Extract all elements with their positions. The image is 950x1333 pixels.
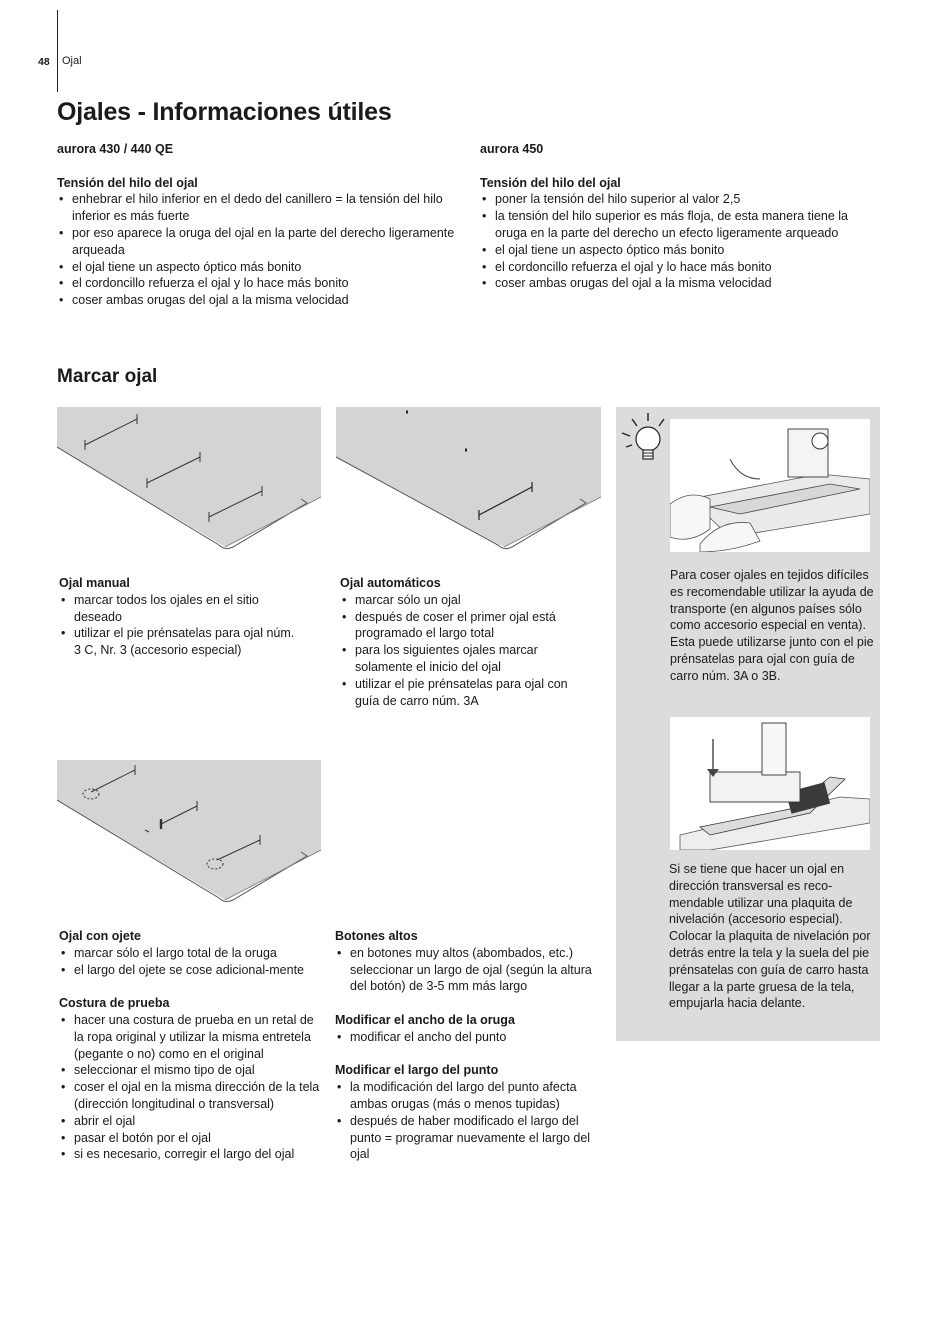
auto-heading: Ojal automáticos [340,576,441,590]
ojete-heading: Ojal con ojete [59,929,141,943]
photo-leveling-plate [670,717,870,850]
tension-heading: Tensión del hilo del ojal [480,175,621,190]
list-item: • abrir el ojal [59,1113,321,1130]
largo-list [335,1079,597,1163]
eyelet-and-test-text [59,928,321,1163]
manual-heading: Ojal manual [59,576,130,590]
list-item: • modificar el ancho del punto [335,1029,597,1046]
list-item: • el ojal tiene un aspecto óptico más bonito [57,259,457,276]
list-item: • la tensión del hilo superior es más floja, de esta manera tiene la oruga en la parte del derecho un efecto ligeramente arqueado [480,208,880,242]
figure-manual-buttonhole [57,407,321,554]
list-item: • la modificación del largo del punto afecta ambas orugas (más o menos tupidas) [335,1079,597,1113]
botones-heading: Botones altos [335,929,418,943]
list-item: • coser ambas orugas del ojal a la misma velocidad [57,292,457,309]
list-item: • utilizar el pie prénsatelas para ojal con guía de carro núm. 3A [340,676,592,710]
column-aurora-450 [480,141,880,292]
list-item: • enhebrar el hilo inferior en el dedo del canillero = la tensión del hilo inferior es más fuerte [57,191,457,225]
list-item: • utilizar el pie prénsatelas para ojal núm. 3 C, Nr. 3 (accesorio especial) [59,625,299,659]
tip-box [616,407,880,1041]
page-number: 48 [38,56,50,68]
header-rule [57,10,58,92]
tip-text-leveling: Si se tiene que hacer un ojal en dirección transversal es reco-mendable utilizar una plaquita de nivelación (accesorio especial). Colocar la plaquita de nivelación por detrás entre la tela y la suela del pie prénsatelas con guía de carro hasta llegar a la parte gruesa de la tela, empujarla hacia delante. [669,862,871,1011]
tension-heading: Tensión del hilo del ojal [57,175,198,190]
list-item: • marcar todos los ojales en el sitio deseado [59,592,299,626]
tension-list [480,191,880,292]
list-item: • pasar el botón por el ojal [59,1130,321,1147]
list-item: • para los siguientes ojales marcar solamente el inicio del ojal [340,642,592,676]
list-item: • por eso aparece la oruga del ojal en la parte del derecho ligeramente arqueada [57,225,457,259]
auto-buttonhole-text [340,575,592,709]
list-item: • marcar sólo un ojal [340,592,592,609]
list-item: • el cordoncillo refuerza el ojal y lo hace más bonito [480,259,880,276]
model-name: aurora 430 / 440 QE [57,142,174,156]
manual-list [59,592,299,659]
list-item: • después de haber modificado el largo del punto = programar nuevamente el largo del ojal [335,1113,597,1163]
largo-heading: Modificar el largo del punto [335,1063,499,1078]
column-aurora-430 [57,141,457,309]
list-item: • hacer una costura de prueba en un retal de la ropa original y utilizar la misma entretela (pegante o no) como en el original [59,1012,321,1062]
ancho-list [335,1029,597,1046]
list-item: • coser el ojal en la misma dirección de la tela (dirección longitudinal o transversal) [59,1079,321,1113]
auto-list [340,592,592,710]
tip-text-transport: Para coser ojales en tejidos difíciles es recomendable utilizar la ayuda de transporte (en algunos países sólo como accesorio especial en venta). Esta puede utilizarse junto con el pie prénsatelas para ojal con guía de carro núm. 3A o 3B. [670,568,874,683]
list-item: • seleccionar el mismo tipo de ojal [59,1062,321,1079]
list-item: • después de coser el primer ojal está programado el largo total [340,609,592,643]
section-title: Marcar ojal [57,366,158,387]
figure-eyelet-buttonhole [57,760,321,907]
list-item: • poner la tensión del hilo superior al valor 2,5 [480,191,880,208]
list-item: • en botones muy altos (abombados, etc.) seleccionar un largo de ojal (según la altura del botón) de 3-5 mm más largo [335,945,597,995]
manual-buttonhole-text [59,575,299,659]
list-item: • coser ambas orugas del ojal a la misma velocidad [480,275,880,292]
list-item: • el largo del ojete se cose adicional-mente [59,962,321,979]
list-item: • el cordoncillo refuerza el ojal y lo hace más bonito [57,275,457,292]
lightbulb-icon [618,409,668,474]
buttons-and-modify-text [335,928,597,1163]
section-name: Ojal [62,55,82,67]
model-name: aurora 450 [480,142,544,156]
list-item: • el ojal tiene un aspecto óptico más bonito [480,242,880,259]
botones-list [335,945,597,995]
figure-auto-buttonhole [336,407,601,554]
photo-presser-foot-transport [670,419,870,552]
ojete-list [59,945,321,979]
prueba-list [59,1012,321,1163]
list-item: • marcar sólo el largo total de la oruga [59,945,321,962]
list-item: • si es necesario, corregir el largo del ojal [59,1146,321,1163]
page-title: Ojales - Informaciones útiles [57,98,392,126]
ancho-heading: Modificar el ancho de la oruga [335,1012,515,1027]
tension-list [57,191,457,309]
prueba-heading: Costura de prueba [59,996,170,1011]
